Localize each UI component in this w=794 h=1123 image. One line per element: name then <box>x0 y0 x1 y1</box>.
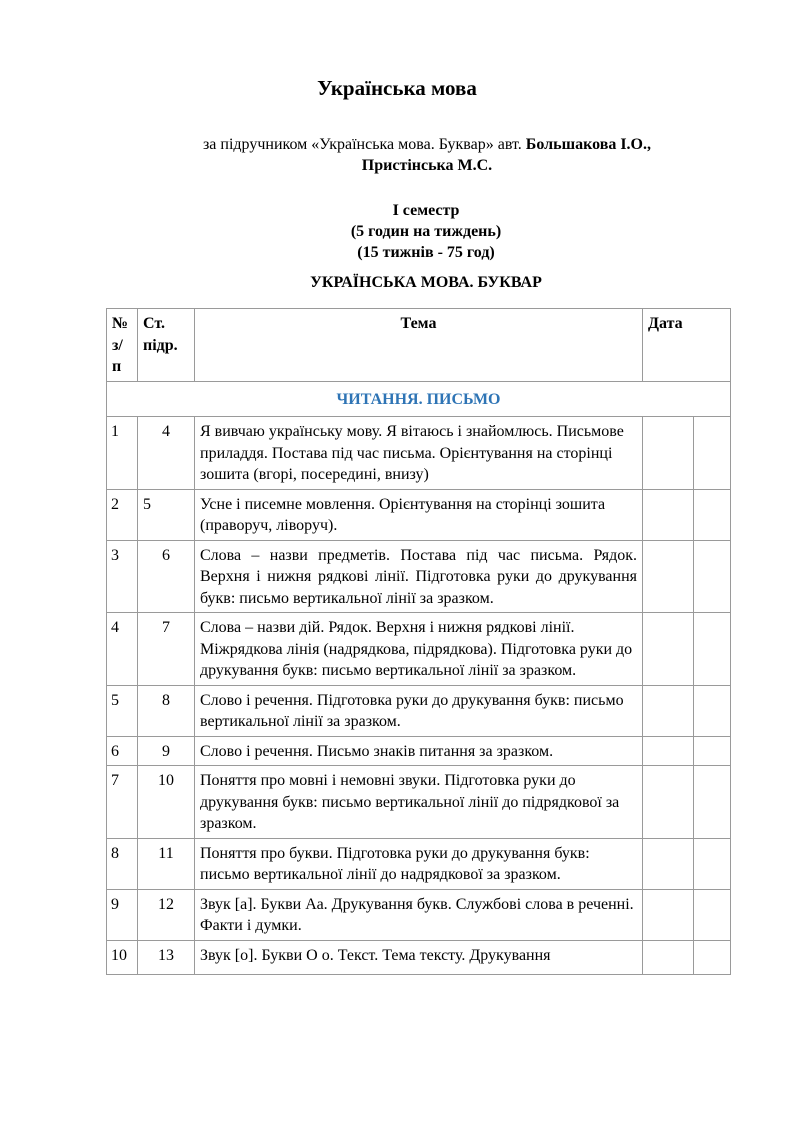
total-hours: (15 тижнів - 75 год) <box>357 244 495 261</box>
table-row <box>107 736 731 766</box>
row-num: 2 <box>107 489 138 540</box>
date-cell-b[interactable] <box>694 540 731 613</box>
date-cell-a[interactable] <box>643 685 694 736</box>
row-page: 6 <box>138 540 195 613</box>
table-row <box>107 838 731 889</box>
date-cell-b[interactable] <box>694 736 731 766</box>
section-row <box>107 381 731 417</box>
date-cell-b[interactable] <box>694 838 731 889</box>
table-header-row <box>107 309 731 382</box>
table-row <box>107 766 731 839</box>
row-num: 1 <box>107 417 138 490</box>
date-cell-a[interactable] <box>643 540 694 613</box>
row-topic: Слова – назви дій. Рядок. Верхня і нижня рядкові лінії. Міжрядкова лінія (надрядкова, підрядкова). Підготовка руки до друкування букв: письмо вертикальної лінії за зразком. <box>195 613 643 686</box>
row-page: 5 <box>138 489 195 540</box>
table-row <box>107 889 731 940</box>
row-page: 9 <box>138 736 195 766</box>
row-topic: Слова – назви предметів. Постава під час письма. Рядок. Верхня і нижня рядкові лінії. Підготовка руки до друкування букв: письмо вертикальної лінії за зразком. <box>195 540 643 613</box>
row-num: 10 <box>107 940 138 974</box>
row-topic: Усне і писемне мовлення. Орієнтування на сторінці зошита (праворуч, ліворуч). <box>195 489 643 540</box>
semester-label: І семестр <box>392 202 460 219</box>
date-cell-b[interactable] <box>694 766 731 839</box>
row-num: 9 <box>107 889 138 940</box>
date-cell-b[interactable] <box>694 417 731 490</box>
row-topic: Слово і речення. Письмо знаків питання за зразком. <box>195 736 643 766</box>
authors-line-1: Большакова І.О., <box>525 136 651 153</box>
table-row <box>107 540 731 613</box>
row-num: 4 <box>107 613 138 686</box>
date-cell-a[interactable] <box>643 417 694 490</box>
row-page: 12 <box>138 889 195 940</box>
date-cell-a[interactable] <box>643 766 694 839</box>
row-page: 11 <box>138 838 195 889</box>
row-page: 8 <box>138 685 195 736</box>
date-cell-b[interactable] <box>694 489 731 540</box>
header-num: № з/п <box>107 309 138 382</box>
document-title: Українська мова <box>317 76 477 100</box>
textbook-reference <box>110 134 744 176</box>
date-cell-a[interactable] <box>643 889 694 940</box>
header-date: Дата <box>643 309 731 382</box>
row-page: 13 <box>138 940 195 974</box>
row-page: 7 <box>138 613 195 686</box>
row-topic: Звук [о]. Букви О о. Текст. Тема тексту. Друкування <box>195 940 643 974</box>
row-page: 4 <box>138 417 195 490</box>
semester-block <box>0 200 794 263</box>
row-num: 5 <box>107 685 138 736</box>
date-cell-a[interactable] <box>643 838 694 889</box>
table-row <box>107 613 731 686</box>
row-num: 7 <box>107 766 138 839</box>
row-num: 8 <box>107 838 138 889</box>
header-topic: Тема <box>195 309 643 382</box>
book-heading: УКРАЇНСЬКА МОВА. БУКВАР <box>310 274 542 291</box>
date-cell-a[interactable] <box>643 940 694 974</box>
row-page: 10 <box>138 766 195 839</box>
date-cell-b[interactable] <box>694 889 731 940</box>
date-cell-a[interactable] <box>643 489 694 540</box>
hours-per-week: (5 годин на тиждень) <box>350 223 502 240</box>
table-row <box>107 940 731 974</box>
header-page: Ст. підр. <box>138 309 195 382</box>
date-cell-b[interactable] <box>694 940 731 974</box>
table-row <box>107 417 731 490</box>
date-cell-a[interactable] <box>643 613 694 686</box>
row-topic: Звук [а]. Букви Аа. Друкування букв. Службові слова в реченні. Факти і думки. <box>195 889 643 940</box>
date-cell-a[interactable] <box>643 736 694 766</box>
date-cell-b[interactable] <box>694 613 731 686</box>
lesson-plan-table <box>106 308 731 975</box>
section-title: ЧИТАННЯ. ПИСЬМО <box>107 381 731 417</box>
table-row <box>107 489 731 540</box>
row-topic: Слово і речення. Підготовка руки до друкування букв: письмо вертикальної лінії за зразком. <box>195 685 643 736</box>
row-num: 6 <box>107 736 138 766</box>
row-num: 3 <box>107 540 138 613</box>
date-cell-b[interactable] <box>694 685 731 736</box>
row-topic: Поняття про мовні і немовні звуки. Підготовка руки до друкування букв: письмо вертикальної лінії до підрядкової за зразком. <box>195 766 643 839</box>
subtitle-prefix: за підручником «Українська мова. Буквар» авт. <box>202 136 526 153</box>
row-topic: Я вивчаю українську мову. Я вітаюсь і знайомлюсь. Письмове приладдя. Постава під час письма. Орієнтування на сторінці зошита (вгорі, посередині, внизу) <box>195 417 643 490</box>
row-topic: Поняття про букви. Підготовка руки до друкування букв: письмо вертикальної лінії до надрядкової за зразком. <box>195 838 643 889</box>
authors-line-2: Пристінська М.С. <box>361 157 493 174</box>
table-row <box>107 685 731 736</box>
